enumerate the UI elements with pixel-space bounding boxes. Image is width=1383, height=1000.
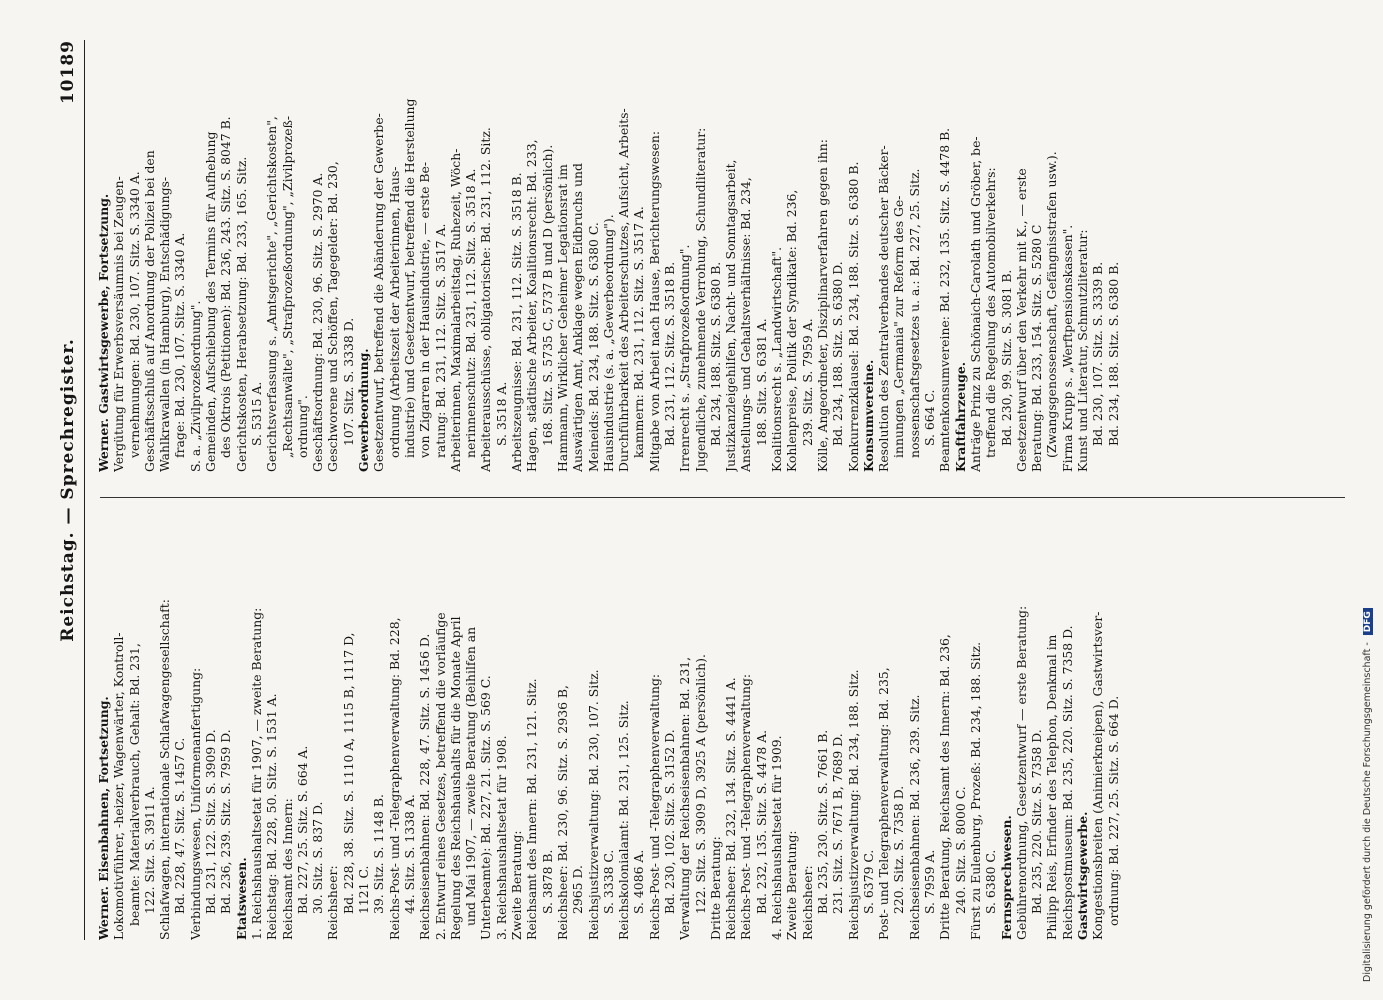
register-line: Auswärtigen Amt, Anklage wegen Eidbruchs und bbox=[570, 163, 586, 472]
register-line: Firma Krupp s. „Werftpensionskassen". bbox=[1059, 224, 1075, 472]
register-line: innungen „Germania" zur Reform des Ge- bbox=[891, 195, 907, 458]
register-line: 39. Sitz. S. 1148 B. bbox=[371, 794, 387, 914]
register-line: treffend die Regelung des Automobilverkehrs: bbox=[983, 167, 999, 458]
register-line: Reichsheer: bbox=[799, 865, 815, 940]
register-line: Reichseisenbahnen: Bd. 228, 47. Sitz. S. 1456 D. bbox=[417, 633, 433, 940]
register-line: Justizkanzleigehilfen, Nacht- und Sonntagsarbeit, bbox=[723, 159, 739, 472]
register-line: S. 6379 C. bbox=[860, 849, 876, 914]
register-line: 220. Sitz. S. 7358 D. bbox=[891, 785, 907, 914]
register-line: Bd. 234, 188. Sitz. S. 6380 D. bbox=[830, 261, 846, 446]
register-line: Mitgabe von Arbeit nach Hause, Berichterungswesen: bbox=[646, 130, 662, 472]
register-line: Gewerbeordnung. bbox=[356, 348, 372, 472]
register-line: beamte: Materialverbrauch, Gehalt: Bd. 231, bbox=[126, 643, 142, 926]
register-line: Bd. 228, 38. Sitz. S. 1110 A, 1115 B, 1117 D, bbox=[340, 632, 356, 914]
register-line: vernehmungen: Bd. 230, 107. Sitz. S. 3340 A. bbox=[126, 171, 142, 458]
page-number: 10189 bbox=[58, 40, 78, 105]
register-line: S. 5315 A. bbox=[248, 381, 264, 446]
register-line: nerinnenschutz: Bd. 231, 112. Sitz. S. 3518 A. bbox=[463, 168, 479, 458]
register-line: Geschäftsschluß auf Anordnung der Polizei bei den bbox=[141, 150, 157, 472]
register-line: Konsumvereine. bbox=[860, 359, 876, 472]
register-line: Reichsamt des Innern: Bd. 231, 121. Sitz. bbox=[524, 678, 540, 940]
register-line: 122. Sitz. S. 3909 D, 3925 A (persönlich). bbox=[692, 654, 708, 914]
register-line: S. a. „Zivilprozeßordnung". bbox=[187, 300, 203, 472]
register-line: 107. Sitz. S. 3338 D. bbox=[340, 317, 356, 446]
register-line: Konkurrenzklausel: Bd. 234, 188. Sitz. S. 6380 B. bbox=[845, 161, 861, 472]
register-line: Verbindungswesen, Uniformenanfertigung: bbox=[187, 667, 203, 940]
register-line: Gemeinden, Aufschiebung des Termins für Aufhebung bbox=[203, 131, 219, 472]
register-line: S. 3338 C. bbox=[600, 849, 616, 914]
register-line: Beratung: Bd. 233, 154. Sitz. S. 5280 C bbox=[1029, 224, 1045, 472]
register-line: Reichsheer: Bd. 230, 96. Sitz. S. 2936 B, bbox=[554, 685, 570, 940]
register-line: S. 6380 C. bbox=[983, 849, 999, 914]
register-line: Reichsamt des Innern: bbox=[279, 798, 295, 940]
register-line: Werner. Eisenbahnen, Fortsetzung. bbox=[96, 696, 111, 940]
register-line: Arbeiterausschüsse, obligatorische: Bd. 231, 112. Sitz. bbox=[478, 127, 494, 472]
column-divider bbox=[100, 497, 1345, 498]
register-line: Verwaltung der Reichseisenbahnen: Bd. 231, bbox=[677, 656, 693, 940]
register-line: Reichsjustizverwaltung: Bd. 234, 188. Sitz. bbox=[845, 669, 861, 940]
register-line: Gebührenordnung, Gesetzentwurf — erste Beratung: bbox=[1013, 605, 1029, 940]
register-line: Irrenrecht s. „Strafprozeßordnung". bbox=[677, 244, 693, 472]
register-line: 231. Sitz. S. 7671 B, 7689 D. bbox=[830, 733, 846, 914]
register-line: Meineids: Bd. 234, 188. Sitz. S. 6380 C. bbox=[585, 222, 601, 472]
register-line: 168. Sitz. S. 5735 C, 5737 B und D (persönlich). bbox=[539, 144, 555, 446]
register-line: ordnung: Bd. 227, 25. Sitz. S. 664 D. bbox=[1105, 695, 1121, 926]
register-line: Bd. 230, 102. Sitz. S. 3152 D. bbox=[661, 729, 677, 914]
register-line: 1. Reichshaushaltsetat für 1907, — zweite Beratung: bbox=[248, 607, 264, 940]
register-line: Reichs-Post- und -Telegraphenverwaltung: bbox=[738, 673, 754, 940]
register-line: 240. Sitz. S. 8000 C. bbox=[952, 786, 968, 914]
register-line: Kohlenpreise, Politik der Syndikate: Bd. 236, bbox=[784, 189, 800, 472]
register-line: Kunst und Literatur, Schmutzliteratur: bbox=[1075, 229, 1090, 472]
register-line: 122. Sitz. S. 3911 A. bbox=[141, 786, 157, 914]
register-line: Beamtenkonsumvereine: Bd. 232, 135. Sitz. S. 4478 B. bbox=[937, 127, 953, 472]
register-line: Anträge Prinz zu Schönaich-Carolath und Gröber, be- bbox=[967, 136, 983, 472]
register-line: „Rechtsanwälte", „Strafprozeßordnung", „Zivilprozeß- bbox=[279, 115, 295, 458]
header-rule bbox=[84, 40, 85, 940]
register-line: Zweite Beratung: bbox=[784, 830, 800, 940]
register-line: frage: Bd. 230, 107. Sitz. S. 3340 A. bbox=[172, 232, 188, 458]
register-line: Etatswesen. bbox=[233, 857, 249, 940]
register-line: 1121 C. bbox=[356, 865, 372, 914]
register-line: Hausindustrie (s. a. „Gewerbeordnung"). bbox=[600, 214, 616, 472]
register-line: Werner. Gastwirtsgewerbe, Fortsetzung. bbox=[96, 193, 111, 472]
register-line: 2. Entwurf eines Gesetzes, betreffend die vorläufige bbox=[432, 612, 448, 940]
register-line: Bd. 227, 25. Sitz. S. 664 A. bbox=[294, 745, 310, 914]
register-line: Reichskolonialamt: Bd. 231, 125. Sitz. bbox=[616, 700, 632, 940]
page-title: Reichstag. — Sprechregister. bbox=[58, 338, 78, 642]
register-line: S. 7959 A. bbox=[922, 849, 938, 914]
register-line: Fernsprechwesen. bbox=[998, 815, 1014, 940]
register-line: Gesetzentwurf über den Verkehr mit K., — erste bbox=[1013, 168, 1029, 472]
register-line: ordnung". bbox=[294, 395, 310, 458]
register-line: Schlafwagen, internationale Schlafwagengesellschaft: bbox=[157, 599, 173, 940]
register-line: Reichsheer: bbox=[325, 865, 341, 940]
register-line: 2965 D. bbox=[570, 865, 586, 914]
register-line: Regelung des Reichshaushalts für die Monate April bbox=[447, 616, 463, 940]
register-line: Kongestionsbreiten (Animierkneipen), Gastwirtsver- bbox=[1090, 611, 1106, 940]
register-line: Bd. 228, 47. Sitz. S. 1457 C. bbox=[172, 737, 188, 914]
register-line: Vergütung für Erwerbsversäumnis bei Zeugen- bbox=[111, 176, 127, 472]
register-line: ratung: Bd. 231, 112. Sitz. S. 3517 A. bbox=[432, 223, 448, 458]
register-line: Gastwirtsgewerbe. bbox=[1075, 811, 1090, 940]
register-line: S. 3878 B. bbox=[539, 849, 555, 914]
register-line: Gerichtskosten, Herabsetzung: Bd. 233, 165. Sitz. bbox=[233, 156, 249, 472]
register-line: Reichs-Post- und -Telegraphenverwaltung: Bd. 228, bbox=[386, 617, 402, 940]
register-line: 30. Sitz. S. 837 D. bbox=[310, 801, 326, 914]
register-line: (Zwangsgenossenschaft, Gefängnisstrafen usw.). bbox=[1044, 151, 1060, 458]
register-line: Bd. 231, 122. Sitz. S. 3909 D. bbox=[203, 729, 219, 914]
register-line: Jugendliche, zunehmende Verrohung, Schundliteratur: bbox=[692, 127, 708, 472]
register-line: von Zigarren in der Hausindustrie, — erste Be- bbox=[417, 161, 433, 458]
register-line: Bd. 230, 99. Sitz. S. 3081 B. bbox=[998, 269, 1014, 446]
register-line: 4. Reichshaushaltsetat für 1909. bbox=[769, 735, 785, 940]
register-line: S. 3518 A. bbox=[493, 381, 509, 446]
credit-text: Digitalisierung gefördert durch die Deutsche Forschungsgemeinschaft - bbox=[1362, 642, 1373, 982]
register-line: Philipp Reis, Erfinder des Telephon, Denkmal im bbox=[1044, 634, 1060, 940]
register-line: Gesetzentwurf, betreffend die Abänderung der Gewerbe- bbox=[371, 113, 387, 472]
register-line: Geschäftsordnung: Bd. 230, 96. Sitz. S. 2970 A. bbox=[310, 172, 326, 472]
register-line: S. 664 C. bbox=[922, 389, 938, 446]
register-line: Post- und Telegraphenverwaltung: Bd. 235, bbox=[876, 667, 892, 940]
register-line: Lokomotivführer, -heizer, Wagenwärter, Kontroll- bbox=[111, 632, 127, 940]
register-line: Hammann, Wirklicher Geheimer Legationsrat im bbox=[554, 164, 570, 472]
register-line: Reichstag: Bd. 228, 50. Sitz. S. 1531 A. bbox=[264, 693, 280, 940]
register-line: Kölle, Angeordneter, Disziplinarverfahren gegen ihn: bbox=[814, 139, 830, 472]
register-line: Geschworene und Schöffen, Tagegelder: Bd. 230, bbox=[325, 161, 341, 472]
register-line: des Oktrois (Petitionen): Bd. 236, 243. Sitz. S. 8047 B. bbox=[218, 116, 234, 458]
register-line: Bd. 235, 230. Sitz. S. 7661 B. bbox=[814, 729, 830, 914]
right-column bbox=[96, 42, 1356, 472]
register-line: Bd. 232, 135. Sitz. S. 4478 A. bbox=[753, 729, 769, 914]
register-line: Koalitionsrecht s. „Landwirtschaft". bbox=[769, 246, 785, 472]
register-line: ordnung (Arbeitszeit der Arbeiterinnen, Haus- bbox=[386, 166, 402, 458]
register-line: nossenschaftsgesetzes u. a.: Bd. 227, 25. Sitz. bbox=[906, 168, 922, 458]
register-line: Wahlkrawallen (in Hamburg), Entschädigungs- bbox=[157, 176, 173, 472]
register-line: Resolution des Zentralverbandes deutscher Bäcker- bbox=[876, 145, 892, 472]
register-line: S. 4086 A. bbox=[631, 849, 647, 914]
register-line: Reichsheer: Bd. 232, 134. Sitz. S. 4441 A. bbox=[723, 677, 739, 940]
digitization-credit bbox=[1362, 22, 1378, 982]
register-line: 3. Reichshaushaltsetat für 1908. bbox=[493, 735, 509, 940]
register-line: Reichs-Post- und -Telegraphenverwaltung: bbox=[646, 673, 662, 940]
register-line: Zweite Beratung: bbox=[509, 830, 525, 940]
register-line: Dritte Beratung, Reichsamt des Innern: Bd. 236, bbox=[937, 634, 953, 940]
register-line: Gerichtsverfassung s. „Amtsgerichte", „Gerichtskosten", bbox=[264, 116, 280, 472]
register-line: Dritte Beratung: bbox=[707, 836, 723, 940]
register-line: Reichspostmuseum: Bd. 235, 220. Sitz. S. 7358 D. bbox=[1059, 625, 1075, 940]
register-line: Unterbeamte): Bd. 227, 21. Sitz. S. 569 C. bbox=[478, 675, 494, 940]
register-line: Anstellungs- und Gehaltsverhältnisse: Bd. 234, bbox=[738, 177, 754, 472]
register-line: Bd. 231, 112. Sitz. S. 3518 B. bbox=[661, 261, 677, 446]
register-line: 188. Sitz. S. 6381 A. bbox=[753, 318, 769, 446]
register-line: 44. Sitz. S. 1338 A. bbox=[401, 794, 417, 914]
register-line: Bd. 234, 188. Sitz. S. 6380 B. bbox=[1105, 261, 1121, 446]
register-line: industrie) und Gesetzentwurf, betreffend die Herstellung bbox=[401, 98, 417, 458]
page-header bbox=[58, 40, 82, 940]
register-line: Fürst zu Eulenburg, Prozeß: Bd. 234, 188. Sitz. bbox=[967, 641, 983, 940]
register-line: Reichsjustizverwaltung: Bd. 230, 107. Sitz. bbox=[585, 669, 601, 940]
register-line: Kraftfahrzeuge. bbox=[952, 361, 968, 472]
register-line: Bd. 235, 220. Sitz. S. 7358 D. bbox=[1029, 729, 1045, 914]
register-line: und Mai 1907, — zweite Beratung (Beihilfen an bbox=[463, 626, 479, 926]
register-line: Durchführbarkeit des Arbeiterschutzes, Aufsicht, Arbeits- bbox=[616, 108, 632, 472]
register-line: Bd. 234, 188. Sitz. S. 6380 B. bbox=[707, 261, 723, 446]
left-column bbox=[96, 510, 1356, 940]
dfg-logo: DFG bbox=[1363, 608, 1373, 635]
register-line: 239. Sitz. S. 7959 A. bbox=[799, 318, 815, 446]
register-line: Bd. 230, 107. Sitz. S. 3339 B. bbox=[1090, 261, 1106, 446]
register-line: Hagen, städtische Arbeiter, Koalitionsrecht: Bd. 233, bbox=[524, 139, 540, 472]
register-line: Arbeiterinnen, Maximalarbeitstag, Ruhezeit, Wöch- bbox=[447, 148, 463, 472]
register-line: Arbeitszeugnisse: Bd. 231, 112. Sitz. S. 3518 B. bbox=[509, 172, 525, 472]
register-line: Reichseisenbahnen: Bd. 236, 239. Sitz. bbox=[906, 694, 922, 940]
register-line: kammern: Bd. 231, 112. Sitz. S. 3517 A. bbox=[631, 206, 647, 458]
register-line: Bd. 236, 239. Sitz. S. 7959 D. bbox=[218, 729, 234, 914]
